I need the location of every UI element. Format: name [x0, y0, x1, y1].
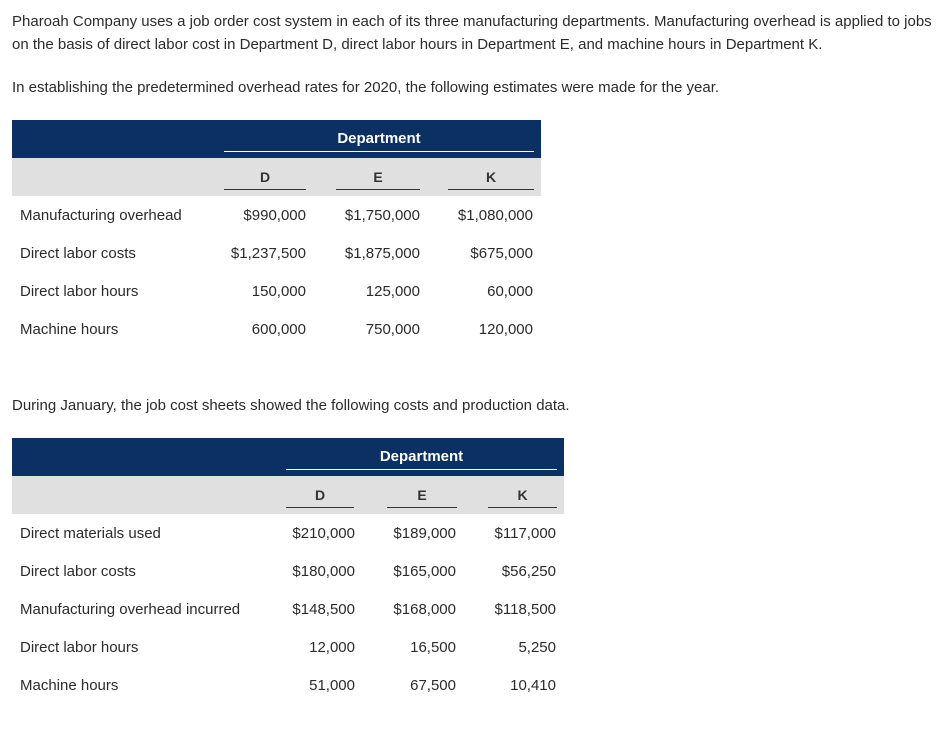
column-underline-d — [224, 189, 306, 190]
table-column-header-row — [12, 158, 541, 196]
row-label: Direct materials used — [20, 525, 161, 542]
cell-e: 67,500 — [410, 677, 456, 694]
cell-d: 51,000 — [309, 677, 355, 694]
department-label: Department — [379, 448, 464, 465]
cell-d: 12,000 — [309, 639, 355, 656]
table-row — [12, 273, 541, 311]
column-header-k: K — [485, 169, 497, 185]
department-underline — [224, 151, 534, 152]
row-label: Machine hours — [20, 677, 119, 694]
column-underline-e — [387, 507, 457, 508]
cell-d: $990,000 — [243, 207, 306, 224]
intro-paragraph-3: During January, the job cost sheets showed the following costs and production data. — [12, 397, 570, 414]
cell-k: $56,250 — [501, 563, 556, 580]
cell-k: 120,000 — [478, 321, 533, 338]
table-row — [12, 197, 541, 235]
row-label: Machine hours — [20, 321, 119, 338]
cell-e: 16,500 — [410, 639, 456, 656]
row-label: Direct labor hours — [20, 283, 139, 300]
cell-e: $1,875,000 — [344, 245, 420, 262]
column-underline-d — [286, 507, 354, 508]
column-header-e: E — [417, 487, 427, 503]
column-header-k: K — [517, 487, 528, 503]
row-label: Direct labor costs — [20, 563, 136, 580]
cell-k: 10,410 — [510, 677, 556, 694]
cell-d: $180,000 — [292, 563, 355, 580]
cell-k: $117,000 — [494, 525, 556, 542]
cell-d: $210,000 — [292, 525, 355, 542]
column-header-d: D — [259, 169, 271, 185]
cell-d: 150,000 — [251, 283, 306, 300]
row-label: Direct labor costs — [20, 245, 136, 262]
row-label: Direct labor hours — [20, 639, 139, 656]
cell-e: $1,750,000 — [344, 207, 420, 224]
estimates-table — [12, 120, 541, 352]
table-row — [12, 667, 564, 705]
cell-e: $165,000 — [393, 563, 456, 580]
cell-d: 600,000 — [251, 321, 306, 338]
table-row — [12, 515, 564, 553]
table-row — [12, 629, 564, 667]
cell-k: 5,250 — [518, 639, 556, 656]
cell-d: $1,237,500 — [230, 245, 306, 262]
table-row — [12, 591, 564, 629]
intro-paragraph-1: Pharoah Company uses a job order cost system in each of its three manufacturing departments. Manufacturing overhead is applied to jobs on the basis of direct labor cost in Department D, direct labor hours in Department E, and machine hours in Department K. — [12, 13, 932, 53]
department-underline — [286, 469, 557, 470]
cell-d: $148,500 — [292, 601, 355, 618]
column-header-d: D — [314, 487, 326, 503]
cell-k: 60,000 — [487, 283, 533, 300]
column-underline-k — [448, 189, 534, 190]
column-underline-e — [336, 189, 420, 190]
cell-e: $189,000 — [393, 525, 456, 542]
cell-e: $168,000 — [393, 601, 456, 618]
intro-paragraph-2: In establishing the predetermined overhead rates for 2020, the following estimates were made for the year. — [12, 79, 720, 96]
row-label: Manufacturing overhead — [20, 207, 182, 224]
table-header-department — [12, 438, 564, 476]
cell-e: 125,000 — [365, 283, 420, 300]
cell-e: 750,000 — [365, 321, 420, 338]
cell-k: $675,000 — [470, 245, 533, 262]
table-column-header-row — [12, 476, 564, 514]
table-row — [12, 553, 564, 591]
table-row — [12, 311, 541, 349]
table-header-department — [12, 120, 541, 158]
table-row — [12, 235, 541, 273]
cell-k: $118,500 — [494, 601, 556, 618]
cell-k: $1,080,000 — [457, 207, 533, 224]
january-table — [12, 438, 564, 708]
column-header-e: E — [373, 169, 383, 185]
department-label: Department — [337, 130, 421, 147]
row-label: Manufacturing overhead incurred — [20, 601, 241, 618]
column-underline-k — [488, 507, 557, 508]
